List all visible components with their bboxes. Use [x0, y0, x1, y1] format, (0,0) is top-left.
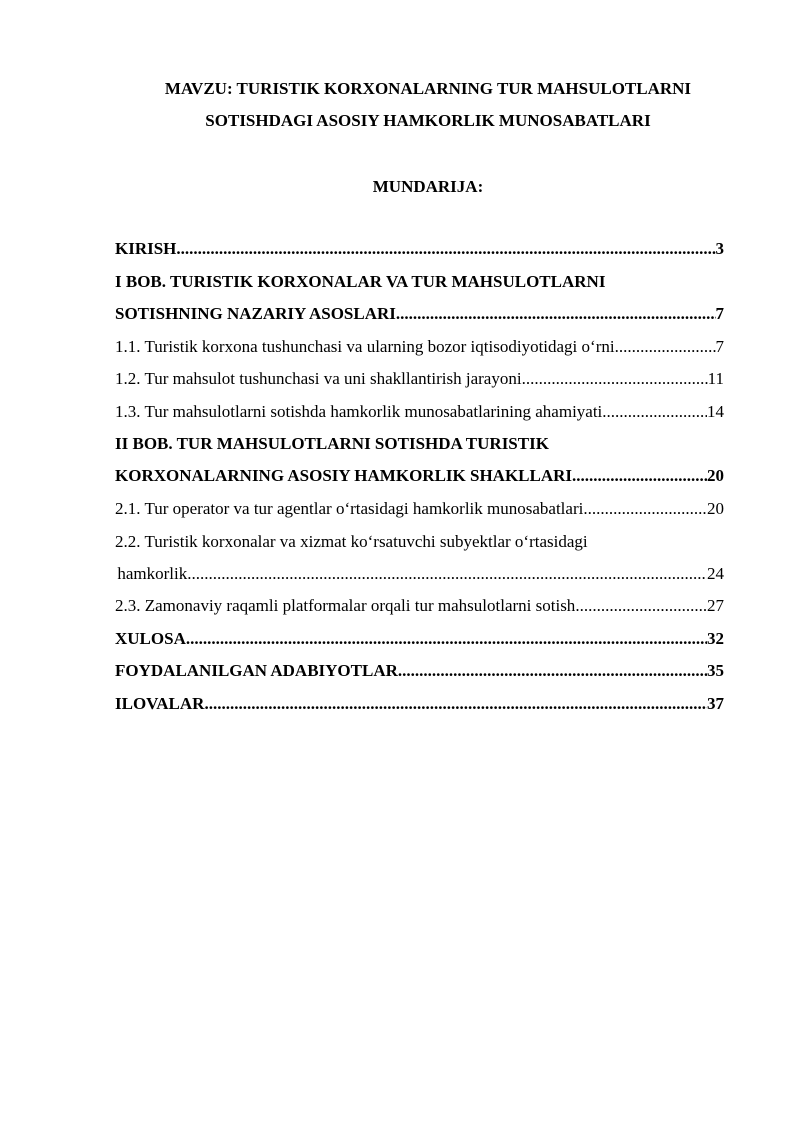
toc-page-number: 14: [707, 403, 724, 421]
toc-page-number: 20: [707, 467, 724, 485]
toc-leader-dots: [398, 662, 707, 679]
toc-page-number: 27: [707, 597, 724, 615]
toc-entry-section-1-1[interactable]: [115, 338, 724, 360]
toc-entry-section-1-3[interactable]: [115, 403, 724, 425]
toc-leader-dots: [575, 597, 707, 614]
toc-entry-chapter-1[interactable]: [115, 305, 724, 327]
toc-page-number: 3: [715, 240, 724, 258]
toc-entry-title: 2.3. Zamonaviy raqamli platformalar orqali tur mahsulotlarni sotish: [115, 597, 576, 615]
toc-page-number: 24: [707, 565, 724, 583]
toc-entry-references[interactable]: [115, 662, 724, 684]
toc-page-number: 20: [707, 500, 724, 518]
toc-page-number: 11: [707, 370, 724, 388]
toc-entry-title: KIRISH: [115, 240, 177, 258]
toc-chapter-2-line-1: II BOB. TUR MAHSULOTLARNI SOTISHDA TURISTIK: [115, 434, 549, 453]
toc-entry-title: 1.3. Tur mahsulotlarni sotishda hamkorlik munosabatlarining ahamiyati: [115, 403, 603, 421]
toc-leader-dots: [187, 565, 707, 582]
contents-heading: MUNDARIJA:: [372, 177, 484, 196]
toc-leader-dots: [522, 370, 708, 387]
toc-section-2-2-line-1: 2.2. Turistik korxonalar va xizmat ko‘rsatuvchi subyektlar o‘rtasidagi: [115, 532, 588, 551]
toc-entry-title: SOTISHNING NAZARIY ASOSLARI: [115, 305, 396, 323]
toc-leader-dots: [176, 240, 715, 257]
toc-entry-title: XULOSA: [115, 630, 186, 648]
toc-page-number: 7: [715, 338, 724, 356]
toc-entry-title: 1.2. Tur mahsulot tushunchasi va uni shakllantirish jarayoni: [115, 370, 522, 388]
toc-entry-appendices[interactable]: [115, 695, 724, 717]
toc-entry-chapter-2[interactable]: [115, 467, 724, 489]
toc-entry-title: KORXONALARNING ASOSIY HAMKORLIK SHAKLLARI: [115, 467, 573, 485]
toc-leader-dots: [615, 338, 716, 355]
toc-entry-section-2-1[interactable]: [115, 500, 724, 522]
toc-leader-dots: [204, 695, 707, 712]
toc-page-number: 35: [707, 662, 724, 680]
toc-entry-intro[interactable]: [115, 240, 724, 262]
toc-page-number: 7: [715, 305, 724, 323]
toc-entry-title: FOYDALANILGAN ADABIYOTLAR: [115, 662, 398, 680]
toc-entry-section-2-2[interactable]: [115, 565, 724, 587]
toc-entry-title: ILOVALAR: [115, 695, 205, 713]
toc-entry-title: 2.1. Tur operator va tur agentlar o‘rtasidagi hamkorlik munosabatlari: [115, 500, 584, 518]
toc-leader-dots: [583, 500, 707, 517]
topic-title-line-2: SOTISHDAGI ASOSIY HAMKORLIK MUNOSABATLARI: [205, 111, 651, 130]
toc-leader-dots: [602, 403, 707, 420]
toc-entry-title: 1.1. Turistik korxona tushunchasi va ularning bozor iqtisodiyotidagi o‘rni: [115, 338, 615, 356]
toc-page-number: 37: [707, 695, 724, 713]
toc-entry-section-1-2[interactable]: [115, 370, 724, 392]
toc-page-number: 32: [707, 630, 724, 648]
toc-chapter-1-line-1: I BOB. TURISTIK KORXONALAR VA TUR MAHSULOTLARNI: [115, 272, 606, 291]
toc-leader-dots: [572, 467, 707, 484]
toc-entry-section-2-3[interactable]: [115, 597, 724, 619]
toc-entry-conclusion[interactable]: [115, 630, 724, 652]
topic-title-line-1: MAVZU: TURISTIK KORXONALARNING TUR MAHSULOTLARNI: [164, 79, 692, 98]
toc-leader-dots: [396, 305, 716, 322]
toc-leader-dots: [186, 630, 707, 647]
toc-entry-title: hamkorlik: [117, 565, 188, 583]
